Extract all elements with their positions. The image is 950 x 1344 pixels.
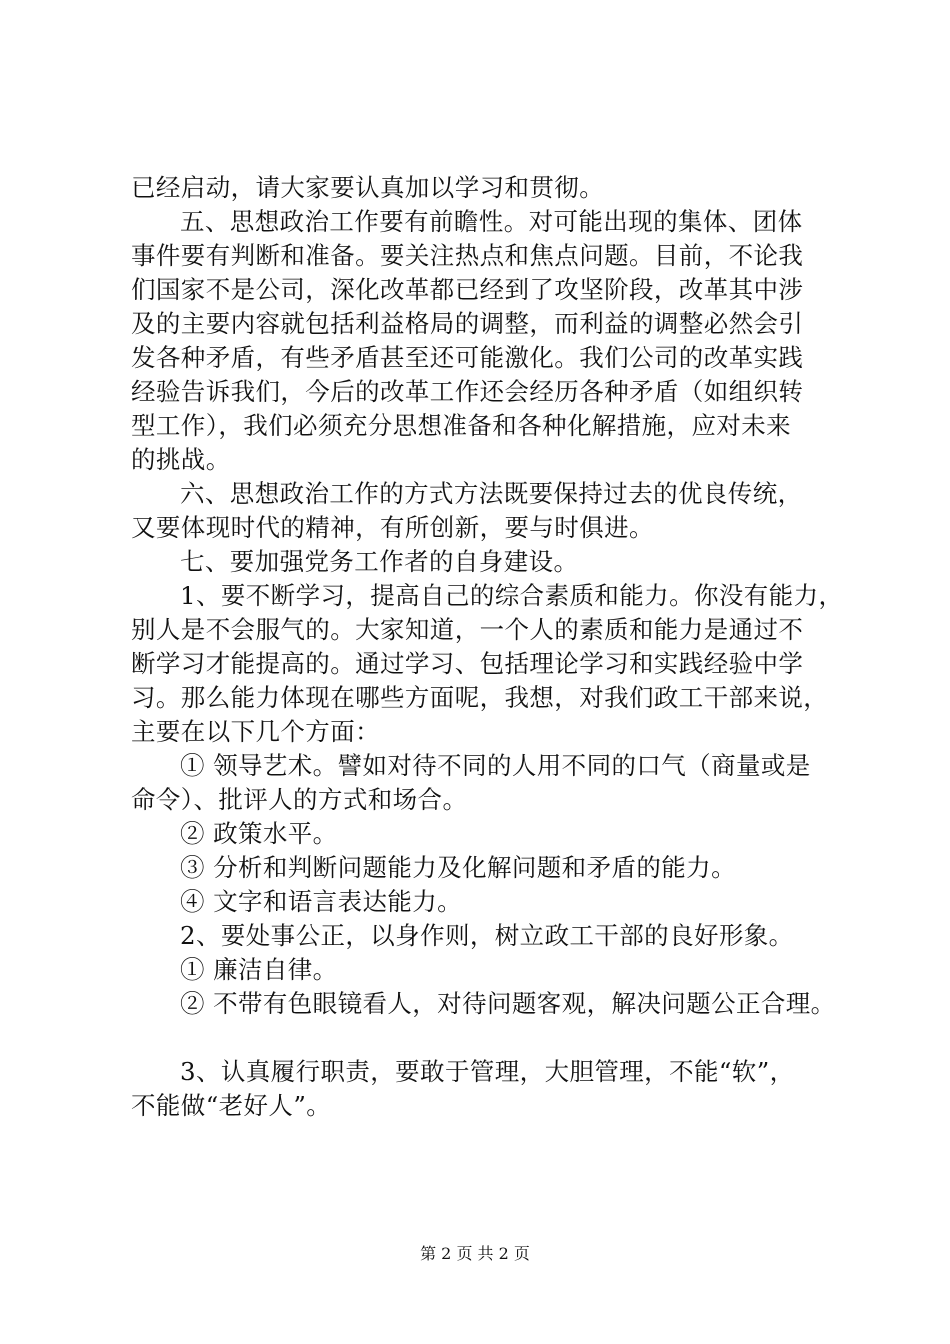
text-line: ① 领导艺术。譬如对待不同的人用不同的口气（商量或是 xyxy=(180,751,811,780)
text-line: 们国家不是公司，深化改革都已经到了攻坚阶段，改革其中涉 xyxy=(131,275,804,304)
text-line: 不能做“老好人”。 xyxy=(131,1091,332,1120)
text-line: 已经启动，请大家要认真加以学习和贯彻。 xyxy=(131,173,605,202)
text-line: 别人是不会服气的。大家知道，一个人的素质和能力是通过不 xyxy=(131,615,804,644)
text-line: 及的主要内容就包括利益格局的调整，而利益的调整必然会引 xyxy=(131,309,804,338)
text-line: 命令）、批评人的方式和场合。 xyxy=(131,785,468,814)
text-line: 1、要不断学习，提高自己的综合素质和能力。你没有能力， xyxy=(180,581,844,610)
text-line: 又要体现时代的精神，有所创新，要与时俱进。 xyxy=(131,513,654,542)
text-line: 经验告诉我们，今后的改革工作还会经历各种矛盾（如组织转 xyxy=(131,377,804,406)
text-line: ③ 分析和判断问题能力及化解问题和矛盾的能力。 xyxy=(180,853,736,882)
text-line: 的挑战。 xyxy=(131,445,231,474)
text-line: 六、思想政治工作的方式方法既要保持过去的优良传统， xyxy=(180,479,803,508)
text-line: 2、要处事公正，以身作则，树立政工干部的良好形象。 xyxy=(180,921,794,950)
text-line: 事件要有判断和准备。要关注热点和焦点问题。目前，不论我 xyxy=(131,241,804,270)
text-line: 七、要加强党务工作者的自身建设。 xyxy=(180,547,579,576)
text-line: ② 不带有色眼镜看人，对待问题客观，解决问题公正合理。 xyxy=(180,989,836,1018)
text-line: 五、思想政治工作要有前瞻性。对可能出现的集体、团体 xyxy=(180,207,803,236)
page-footer: 第 2 页 共 2 页 xyxy=(420,1244,530,1263)
text-line: 发各种矛盾，有些矛盾甚至还可能激化。我们公司的改革实践 xyxy=(131,343,804,372)
document-body xyxy=(131,171,851,1123)
paragraph-gap xyxy=(131,1021,851,1055)
text-line: 习。那么能力体现在哪些方面呢，我想，对我们政工干部来说， xyxy=(131,683,829,712)
text-line: 型工作），我们必须充分思想准备和各种化解措施，应对未来 xyxy=(131,411,792,440)
text-line: ② 政策水平。 xyxy=(180,819,338,848)
text-line: 3、认真履行职责，要敢于管理，大胆管理，不能“软”， xyxy=(180,1057,795,1086)
text-line: 主要在以下几个方面： xyxy=(131,717,380,746)
text-line: ④ 文字和语言表达能力。 xyxy=(180,887,463,916)
text-line: 断学习才能提高的。通过学习、包括理论学习和实践经验中学 xyxy=(131,649,804,678)
text-line: ① 廉洁自律。 xyxy=(180,955,338,984)
